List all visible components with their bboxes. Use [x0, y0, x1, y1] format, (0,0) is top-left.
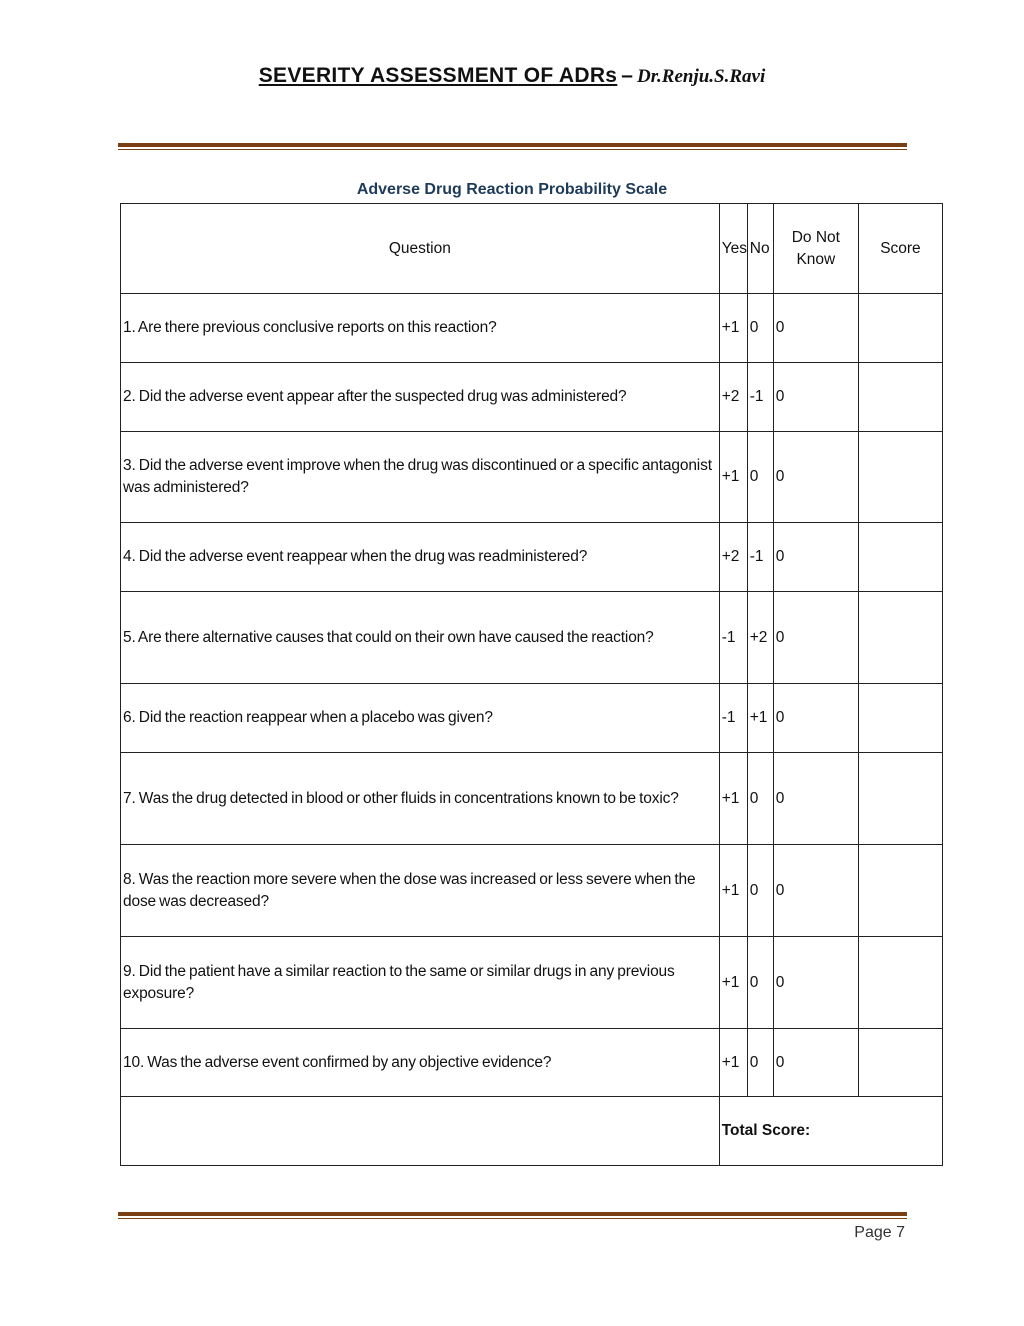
yes-value: +2 — [719, 523, 747, 592]
do-not-know-column-header: Do Not Know — [773, 204, 858, 294]
do-not-know-value: 0 — [773, 432, 858, 523]
score-cell[interactable] — [858, 592, 942, 684]
no-value: -1 — [747, 363, 773, 432]
table-row — [121, 432, 943, 523]
do-not-know-value: 0 — [773, 845, 858, 937]
yes-value: -1 — [719, 684, 747, 753]
table-title: Adverse Drug Reaction Probability Scale — [356, 181, 668, 198]
table-row — [121, 523, 943, 592]
yes-value: +2 — [719, 363, 747, 432]
yes-value: +1 — [719, 753, 747, 845]
no-column-header: No — [747, 204, 773, 294]
no-value: 0 — [747, 432, 773, 523]
table-row — [121, 592, 943, 684]
do-not-know-value: 0 — [773, 294, 858, 363]
question-cell: 10. Was the adverse event confirmed by any objective evidence? — [121, 1029, 720, 1097]
table-row — [121, 294, 943, 363]
score-cell[interactable] — [858, 294, 942, 363]
yes-value: +1 — [719, 432, 747, 523]
question-cell: 1. Are there previous conclusive reports on this reaction? — [121, 294, 720, 363]
author-name: Dr.Renju.S.Ravi — [636, 66, 766, 87]
do-not-know-value: 0 — [773, 753, 858, 845]
table-row — [121, 363, 943, 432]
no-value: +1 — [747, 684, 773, 753]
no-value: 0 — [747, 937, 773, 1029]
question-column-header: Question — [121, 204, 720, 294]
score-cell[interactable] — [858, 1029, 942, 1097]
yes-column-header: Yes — [719, 204, 747, 294]
do-not-know-value: 0 — [773, 937, 858, 1029]
score-cell[interactable] — [858, 753, 942, 845]
yes-value: +1 — [719, 845, 747, 937]
probability-scale-table — [120, 203, 943, 1166]
no-value: 0 — [747, 753, 773, 845]
no-value: -1 — [747, 523, 773, 592]
score-cell[interactable] — [858, 363, 942, 432]
header-divider — [118, 143, 907, 150]
do-not-know-value: 0 — [773, 684, 858, 753]
title-separator: – — [621, 64, 633, 87]
table-row — [121, 684, 943, 753]
score-cell[interactable] — [858, 523, 942, 592]
do-not-know-value: 0 — [773, 592, 858, 684]
do-not-know-value: 0 — [773, 523, 858, 592]
table-header-row — [121, 204, 943, 294]
no-value: +2 — [747, 592, 773, 684]
yes-value: +1 — [719, 294, 747, 363]
blank-cell — [121, 1097, 720, 1166]
question-cell: 7. Was the drug detected in blood or other fluids in concentrations known to be toxic? — [121, 753, 720, 845]
footer-divider — [118, 1212, 907, 1219]
total-score-label: Total Score: — [719, 1097, 942, 1166]
score-cell[interactable] — [858, 684, 942, 753]
table-row — [121, 753, 943, 845]
yes-value: +1 — [719, 937, 747, 1029]
no-value: 0 — [747, 294, 773, 363]
yes-value: +1 — [719, 1029, 747, 1097]
question-cell: 9. Did the patient have a similar reaction to the same or similar drugs in any previous exposure? — [121, 937, 720, 1029]
score-cell[interactable] — [858, 937, 942, 1029]
question-cell: 4. Did the adverse event reappear when the drug was readministered? — [121, 523, 720, 592]
table-row — [121, 845, 943, 937]
document-title: SEVERITY ASSESSMENT OF ADRs — [258, 64, 618, 87]
score-column-header: Score — [858, 204, 942, 294]
document-header — [0, 64, 1024, 88]
table-row — [121, 1029, 943, 1097]
total-row — [121, 1097, 943, 1166]
table-row — [121, 937, 943, 1029]
no-value: 0 — [747, 845, 773, 937]
score-cell[interactable] — [858, 845, 942, 937]
question-cell: 5. Are there alternative causes that could on their own have caused the reaction? — [121, 592, 720, 684]
no-value: 0 — [747, 1029, 773, 1097]
do-not-know-value: 0 — [773, 1029, 858, 1097]
do-not-know-value: 0 — [773, 363, 858, 432]
score-cell[interactable] — [858, 432, 942, 523]
question-cell: 2. Did the adverse event appear after the suspected drug was administered? — [121, 363, 720, 432]
page-number: Page 7 — [854, 1224, 905, 1241]
question-cell: 8. Was the reaction more severe when the dose was increased or less severe when the dose was decreased? — [121, 845, 720, 937]
yes-value: -1 — [719, 592, 747, 684]
question-cell: 6. Did the reaction reappear when a placebo was given? — [121, 684, 720, 753]
question-cell: 3. Did the adverse event improve when the drug was discontinued or a specific antagonist was administered? — [121, 432, 720, 523]
